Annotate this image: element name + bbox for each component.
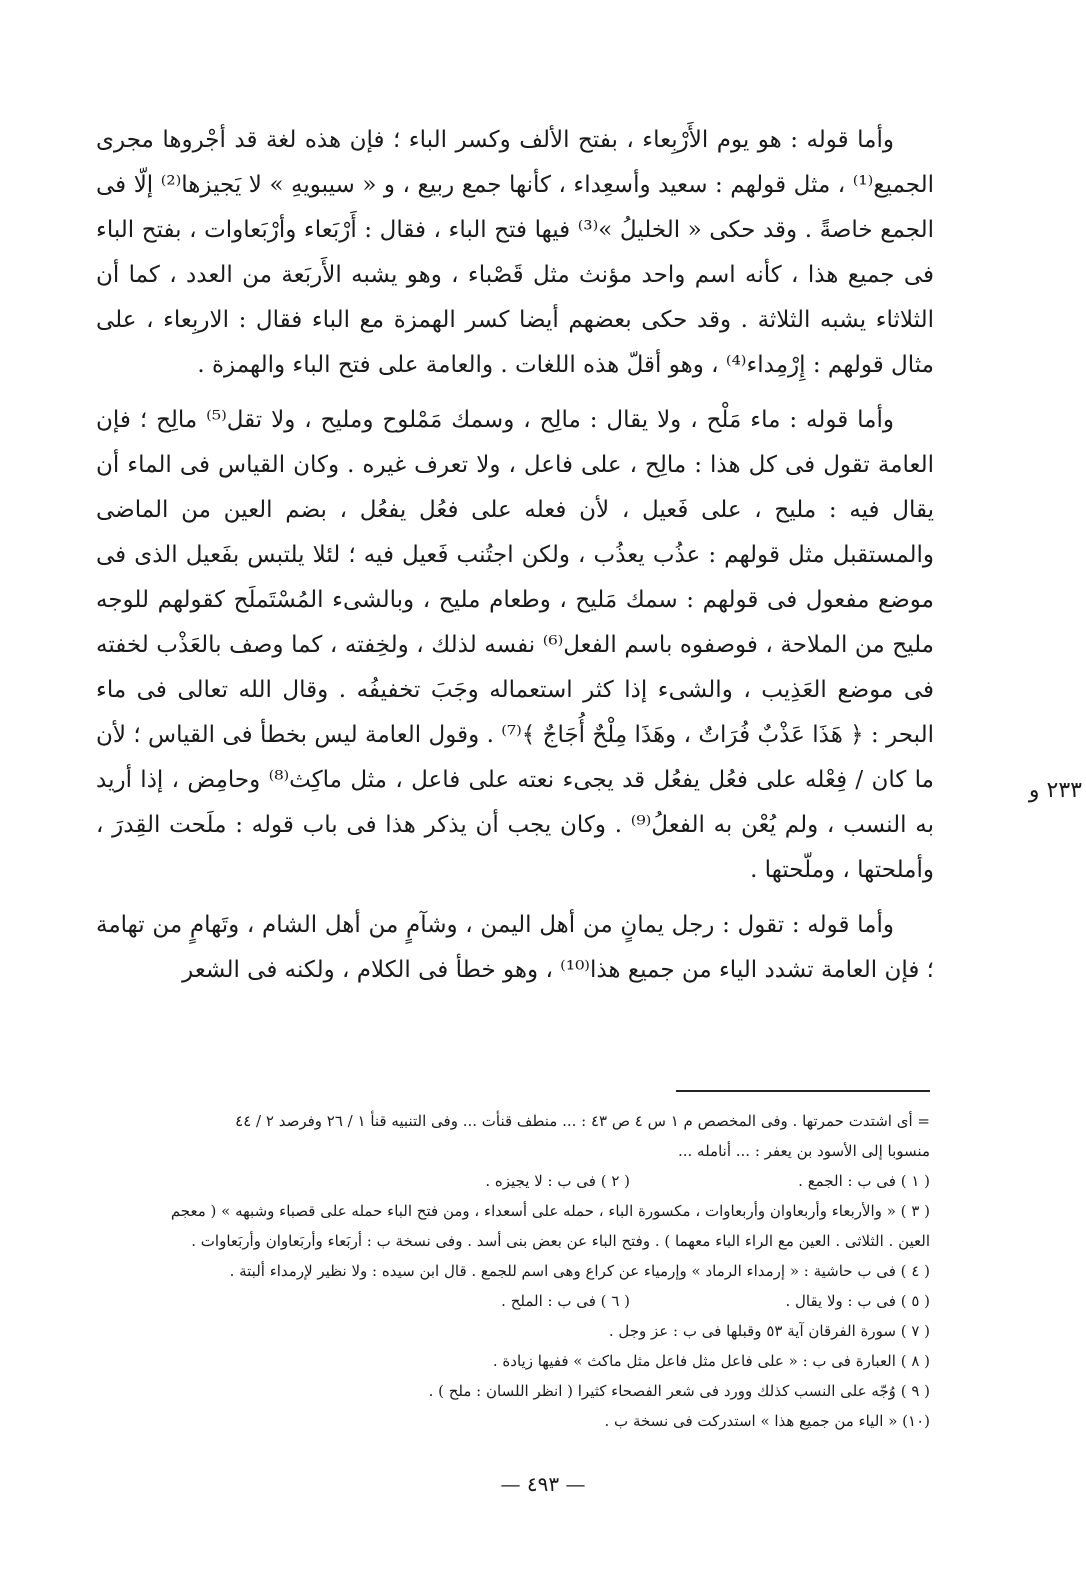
footnote-divider [676,1090,930,1092]
footnote-8: ( ٨ ) العبارة فى ب : « على فاعل مثل فاعل مثل ماكث » ففيها زيادة . [492,1352,930,1370]
footnotes [100,1106,930,1436]
main-text [96,118,934,1003]
footnote-line: منسوبا إلى الأسود بن يعفر : ... أنامله ... [677,1142,930,1160]
footnote-pair [100,1286,930,1316]
page-number: — ٤٩٣ — [500,1472,586,1496]
paragraph-malh: وأما قوله : ماء مَلْح ، ولا يقال : مالِح ، وسمك مَمْلوح ومليح ، ولا تقل⁽⁵⁾ مالِح ؛ فإن العامة تقول فى كل هذا : مالِح ، على فاعل ، ولا تعرف غيره . وكان القياس فى الماء أن يقال فيه : مليح ، على فَعيل ، لأن فعله على فعُل يفعُل ، بضم العين من الماضى والمستقبل مثل قولهم : عذُب يعذُب ، ولكن اجتُنب فَعيل فيه ؛ لئلا يلتبس بفَعيل الذى فى موضع مفعول فى قولهم : سمك مَليح ، وطعام مليح ، وبالشىء المُسْتَملَح كقولهم للوجه مليح من الملاحة ، فوصفوه باسم الفعل⁽⁶⁾ نفسه لذلك ، ولخِفته ، كما وصف بالعَذْب لخفته فى موضع العَذِيب ، والشىء إذا كثر استعماله وجَبَ تخفيفُه . وقال الله تعالى فى ماء البحر : ﴿ هَذَا عَذْبٌ فُرَاتٌ ، وهَذَا مِلْحٌ أُجَاجٌ ﴾⁽⁷⁾ . وقول العامة ليس بخطأ فى القياس ؛ لأن ما كان / فِعْله على فعُل يفعُل قد يجىء نعته على فاعل ، مثل ماكِث⁽⁸⁾ وحامِض ، إذا أريد به النسب ، ولم يُعْن به الفعلُ⁽⁹⁾ . وكان يجب أن يذكر هذا فى باب قوله : ملَحت القِدرَ ، وأملحتها ، وملّحتها . [96,407,935,883]
footnote-9: ( ٩ ) وُجّه على النسب كذلك وورد فى شعر الفصحاء كثيرا ( انظر اللسان : ملح ) . [428,1382,930,1400]
footnote-5: ( ٥ ) فى ب : ولا يقال . [785,1292,930,1310]
footnote-4: ( ٤ ) فى ب حاشية : « إرمداء الرماد » وإرمياء عن كراع وهى اسم للجمع . قال ابن سيده : ولا نظير لإرمداء ألبتة . [229,1262,930,1280]
footnote-1: ( ١ ) فى ب : الجمع . [798,1172,930,1190]
footnote-line: = أى اشتدت حمرتها . وفى المخصص م ١ س ٤ ص ٤٣ : ... منطف قنأت ... وفى التنبيه قنأ ١ / ٢٦ وفرصد ٢ / ٤٤ [235,1112,930,1130]
footnote-3: ( ٣ ) « والأربعاء وأربعاوان وأربعاوات ، مكسورة الباء ، حمله على أسعداء ، ومن فتح الباء حمله على قصباء وشبهه » ( معجم [170,1202,930,1220]
footnote-7: ( ٧ ) سورة الفرقان آية ٥٣ وقبلها فى ب : عز وجل . [608,1322,930,1340]
margin-folio-note: ٢٣٣ و [1028,778,1082,803]
footnote-3-cont: العين . الثلاثى . العين مع الراء الباء معهما ) . وفتح الباء عن بعض بنى أسد . وفى نسخة ب : أربَعاء وأربَعاوان وأربَعاوات . [191,1232,930,1250]
footnote-10: (١٠) « الياء من جميع هذا » استدركت فى نسخة ب . [604,1412,930,1430]
footnote-6: ( ٦ ) فى ب : الملح . [501,1292,630,1310]
paragraph-yamani: وأما قوله : تقول : رجل يمانٍ من أهل اليمن ، وشآمٍ من أهل الشام ، وتَهامٍ من تهامة ؛ فإن العامة تشدد الياء من جميع هذا⁽¹⁰⁾ ، وهو خطأ فى الكلام ، ولكنه فى الشعر [96,912,934,983]
footnote-pair [100,1166,930,1196]
footnote-2: ( ٢ ) فى ب : لا يجيزه . [485,1172,630,1190]
paragraph-arbiaa: وأما قوله : هو يوم الأَرْبِعاء ، بفتح الألف وكسر الباء ؛ فإن هذه لغة قد أجْروها مجرى الجميع⁽¹⁾ ، مثل قولهم : سعيد وأسعِداء ، كأنها جمع ربيع ، و « سيبويهِ » لا يَجيزها⁽²⁾ إلّا فى الجمع خاصةً . وقد حكى « الخليلُ »⁽³⁾ فيها فتح الباء ، فقال : أَرْبَعاء وأرْبَعاوات ، بفتح الباء فى جميع هذا ، كأنه اسم واحد مؤنث مثل قَصْباء ، وهو يشبه الأَربَعة من العدد ، كما أن الثلاثاء يشبه الثلاثة . وقد حكى بعضهم أيضا كسر الهمزة مع الباء فقال : الاربِعاء ، على مثال قولهم : إِرْمِداء⁽⁴⁾ ، وهو أقلّ هذه اللغات . والعامة على فتح الباء والهمزة . [96,127,934,378]
